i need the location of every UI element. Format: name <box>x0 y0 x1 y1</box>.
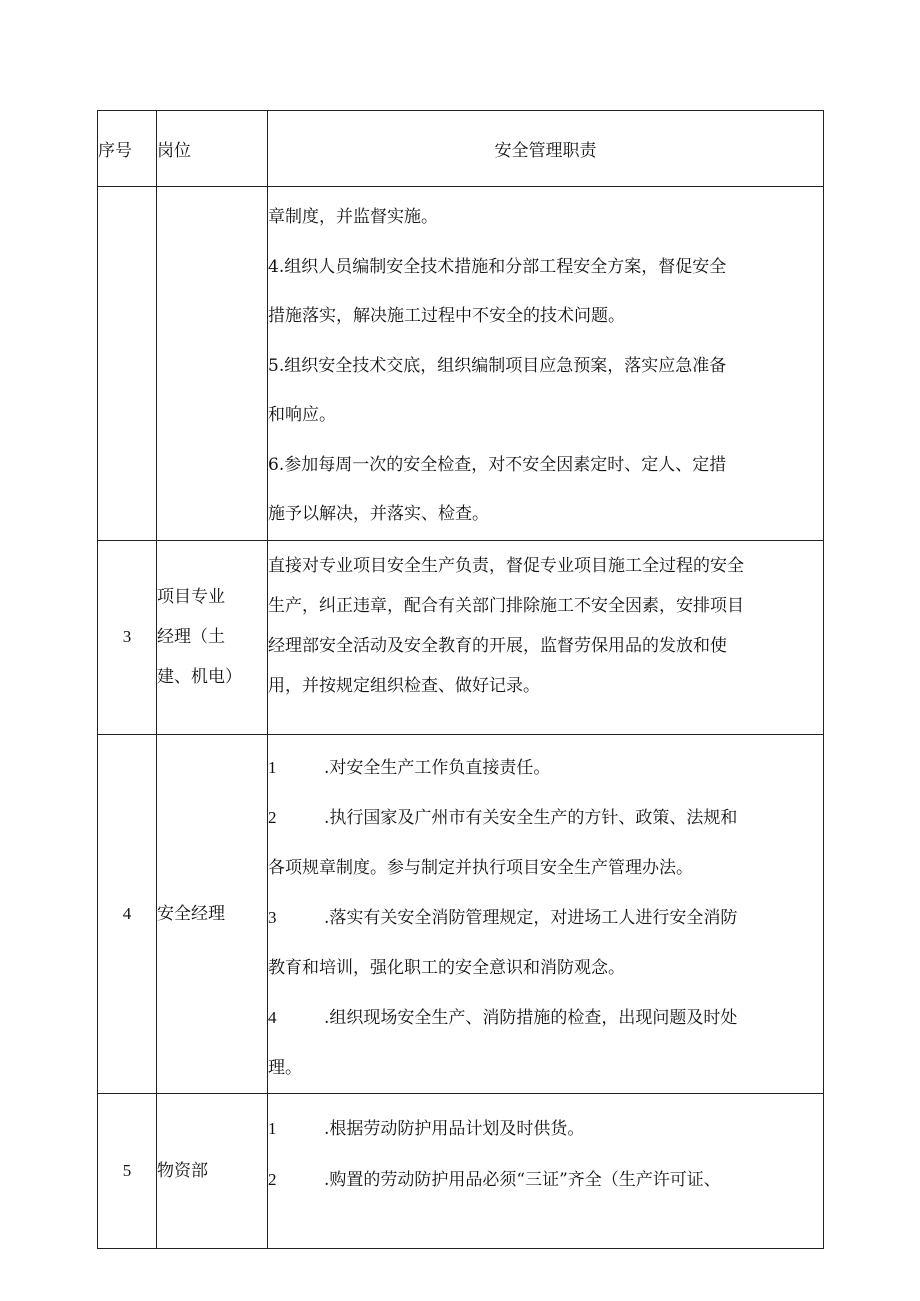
duty-cell <box>268 540 824 734</box>
post-line: 项目专业 <box>157 587 225 607</box>
post-line: 建、机电） <box>157 667 242 687</box>
post-cell: 安全经理 <box>157 734 268 1094</box>
seq-cell: 5 <box>98 1094 157 1249</box>
header-post: 岗位 <box>157 111 268 187</box>
seq-cell: 4 <box>98 734 157 1094</box>
duty-item <box>268 1155 823 1206</box>
duty-item <box>268 993 823 1044</box>
table-row <box>98 734 824 1094</box>
item-text: .落实有关安全消防管理规定，对进场工人进行安全消防 <box>324 908 738 928</box>
duty-cell <box>268 1094 824 1249</box>
header-row <box>98 111 824 187</box>
item-continuation: 教育和培训，强化职工的安全意识和消防观念。 <box>268 957 625 978</box>
post-line: 经理（土 <box>157 627 225 647</box>
item-continuation: 各项规章制度。参与制定并执行项目安全生产管理办法。 <box>268 857 693 878</box>
seq-cell: 3 <box>98 540 157 734</box>
duty-line: 生产，纠正违章，配合有关部门排除施工不安全因素，安排项目 <box>268 595 744 616</box>
duty-line: 章制度，并监督实施。 <box>268 207 438 227</box>
safety-duties-table <box>97 110 824 1249</box>
table-row-continuation <box>98 187 824 541</box>
item-text: .根据劳动防护用品计划及时供货。 <box>324 1119 585 1139</box>
duty-cell <box>268 734 824 1094</box>
duty-line: 6.参加每周一次的安全检查，对不安全因素定时、定人、定措 <box>268 454 727 475</box>
duty-cell-continuation <box>268 187 824 541</box>
item-continuation: 理。 <box>268 1057 302 1078</box>
post-cell <box>157 540 268 734</box>
duty-item <box>268 1104 823 1155</box>
item-text: .对安全生产工作负直接责任。 <box>324 757 551 778</box>
duty-item <box>268 793 823 844</box>
item-number: 1 <box>268 1119 277 1138</box>
header-duty: 安全管理职责 <box>268 111 824 187</box>
duty-item <box>268 743 823 794</box>
duty-line: 用，并按规定组织检查、做好记录。 <box>268 675 540 696</box>
duty-line: 经理部安全活动及安全教育的开展，监督劳保用品的发放和使 <box>268 635 727 656</box>
item-number: 2 <box>268 1169 277 1189</box>
item-text: .购置的劳动防护用品必须“三证”齐全（生产许可证、 <box>324 1169 721 1190</box>
header-seq: 序号 <box>98 111 157 187</box>
duty-line: 施予以解决，并落实、检查。 <box>268 504 489 524</box>
post-cell-empty <box>157 187 268 541</box>
duty-line: 和响应。 <box>268 405 336 425</box>
table-row <box>98 1094 824 1249</box>
post-cell: 物资部 <box>157 1094 268 1249</box>
item-number: 3 <box>268 908 277 927</box>
duty-line: 4.组织人员编制安全技术措施和分部工程安全方案，督促安全 <box>268 256 727 277</box>
table-row <box>98 540 824 734</box>
item-text: .组织现场安全生产、消防措施的检查，出现问题及时处 <box>324 1008 738 1028</box>
item-number: 2 <box>268 808 277 827</box>
item-text: .执行国家及广州市有关安全生产的方针、政策、法规和 <box>324 808 738 828</box>
duty-line: 措施落实，解决施工过程中不安全的技术问题。 <box>268 306 625 326</box>
item-number: 1 <box>268 757 277 777</box>
duty-line: 直接对专业项目安全生产负责，督促专业项目施工全过程的安全 <box>268 555 744 576</box>
seq-cell-empty <box>98 187 157 541</box>
item-number: 4 <box>268 1008 277 1027</box>
duty-item <box>268 893 823 944</box>
duty-line: 5.组织安全技术交底，组织编制项目应急预案，落实应急准备 <box>268 355 727 376</box>
